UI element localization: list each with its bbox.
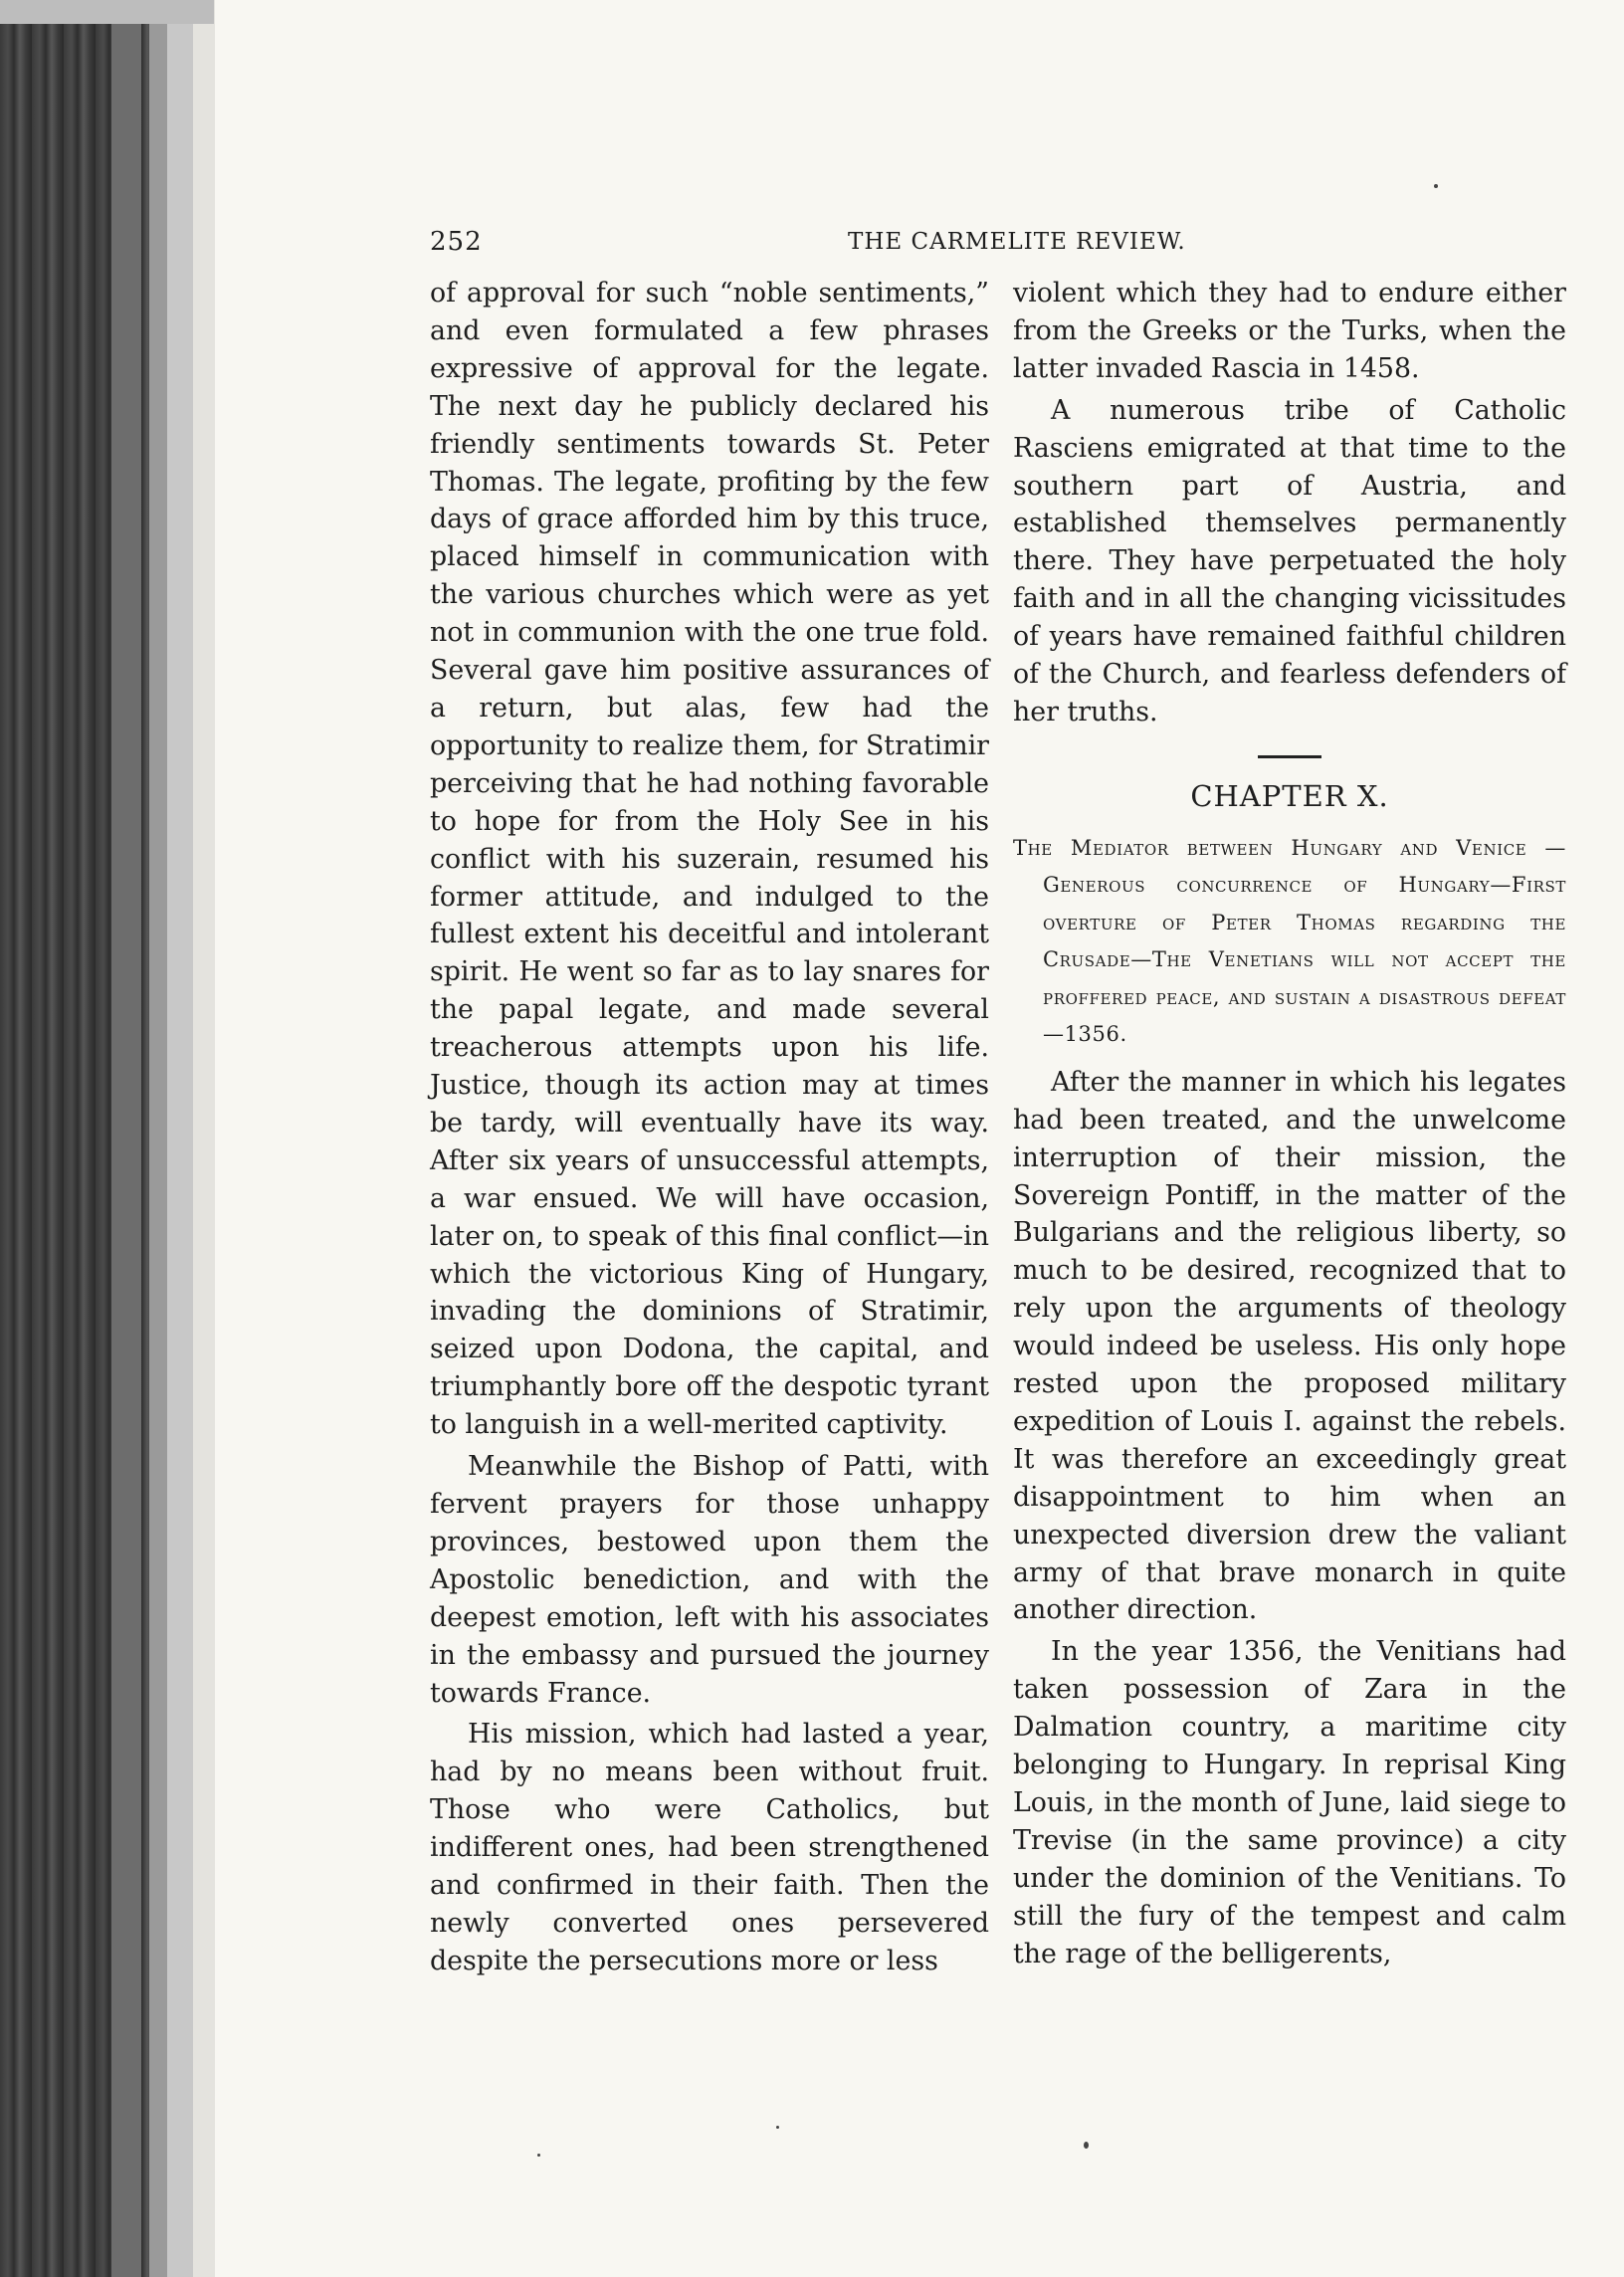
book-spine-edge	[0, 0, 214, 2277]
running-title: THE CARMELITE REVIEW.	[848, 229, 1186, 255]
paragraph: His mission, which had lasted a year, had by no means been without fruit. Those who were Catholics, but indifferent ones, had been strengthened and confirmed in their faith. Then the newly converted ones persevered despite the persecutions more or less	[430, 1719, 989, 1976]
right-column	[1013, 275, 1566, 1973]
page-edge	[111, 0, 141, 2277]
section-divider	[1258, 755, 1321, 758]
paragraph: A numerous tribe of Catholic Rasciens emigrated at that time to the southern part of Austria, and established themselves permanently there. They have perpetuated the holy faith and in all the changing vicissitudes of years have remained faithful children of the Church, and fearless defenders of her truths.	[1013, 394, 1566, 727]
chapter-summary: The Mediator between Hungary and Venice — Generous concurrence of Hungary—First overture of Peter Thomas regarding the Crusade—The Venetians will not accept the proffered peace, and sustain a disastrous defeat—1356.	[1013, 835, 1566, 1047]
paragraph: Meanwhile the Bishop of Patti, with fervent prayers for those unhappy provinces, bestowed upon them the Apostolic benediction, and with the deepest emotion, left with his associates in the embassy and pursued the journey towards France.	[430, 1451, 989, 1709]
paragraph: After the manner in which his legates had been treated, and the unwelcome interruption of their mission, the Sovereign Pontiff, in the matter of the Bulgarians and the religious liberty, so much to be desired, recognized that to rely upon the arguments of theology would indeed be useless. His only hope rested upon the proposed military expedition of Louis I. against the rebels. It was therefore an exceedingly great disappointment to him when an unexpected diversion drew the valiant army of that brave monarch in quite another direction.	[1013, 1066, 1566, 1626]
spine-top-band	[0, 0, 214, 24]
left-column	[430, 275, 989, 1980]
paragraph: of approval for such “noble sentiments,” and even formulated a few phrases expressive of approval for the legate. The next day he publicly declared his friendly sentiments towards St. Peter Thomas. The legate, profiting by the few days of grace afforded him by this truce, placed himself in communication with the various churches which were as yet not in communion with the one true fold. Several gave him positive assurances of a return, but alas, few had the opportunity to realize them, for Stratimir perceiving that he had nothing favorable to hope for from the Holy See in his conflict with his suzerain, resumed his former attitude, and indulged to the fullest extent his deceitful and intolerant spirit. He went so far as to lay snares for the papal legate, and made several treacherous attempts upon his life. Justice, though its action may at times be tardy, will eventually have its way. After six years of unsuccessful attempts, a war ensued. We will have occasion, later on, to speak of this final conflict—in which the victorious King of Hungary, invading the dominions of Stratimir, seized upon Dodona, the capital, and triumphantly bore off the despotic tyrant to languish in a well-merited captivity.	[430, 278, 989, 1441]
page-edge	[167, 0, 193, 2277]
speck	[1084, 2142, 1089, 2149]
chapter-heading: CHAPTER X.	[1190, 778, 1389, 813]
speck	[537, 2154, 540, 2157]
page-number: 252	[430, 227, 483, 257]
speck	[776, 2126, 779, 2129]
page-edge	[193, 0, 215, 2277]
paragraph: In the year 1356, the Venitians had taken possession of Zara in the Dalmation country, a maritime city belonging to Hungary. In reprisal King Louis, in the month of June, laid siege to Trevise (in the same province) a city under the dominion of the Venitians. To still the fury of the tempest and calm the rage of the belligerents,	[1013, 1636, 1566, 1969]
page-header	[430, 227, 1572, 267]
paragraph: violent which they had to endure either from the Greeks or the Turks, when the latter invaded Rascia in 1458.	[1013, 278, 1566, 384]
page-edge	[149, 0, 167, 2277]
speck	[1434, 184, 1438, 188]
